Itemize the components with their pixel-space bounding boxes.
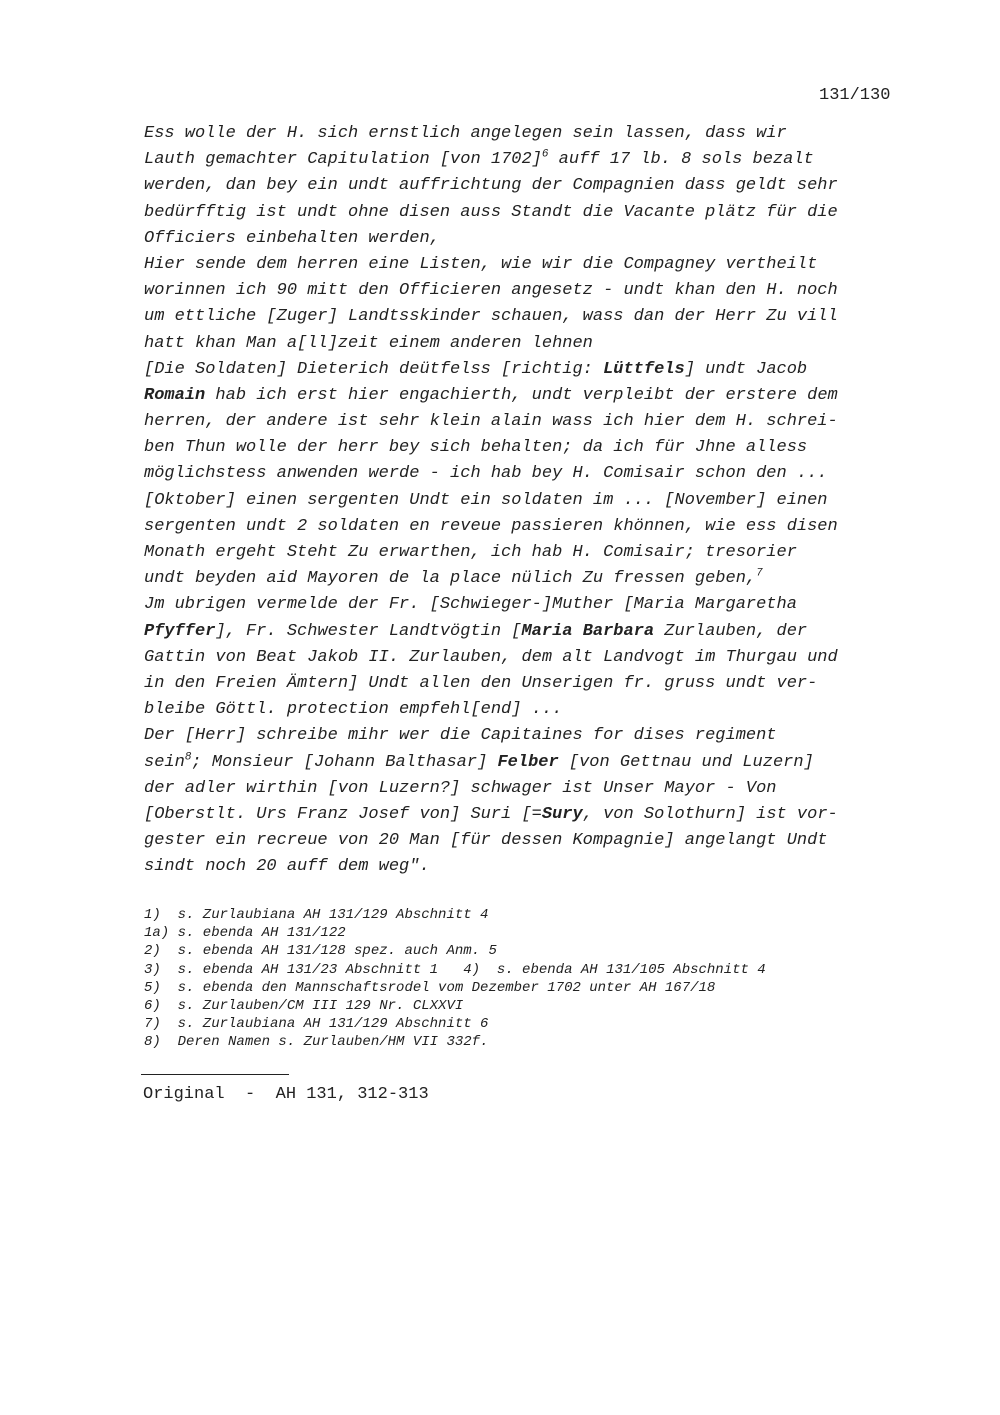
text-line: möglichstess anwenden werde - ich hab bey H. Comisair schon den ... [144,464,828,484]
footnote: 2) s. ebenda AH 131/128 spez. auch Anm. 5 [144,943,497,960]
text-line: ben Thun wolle der herr bey sich behalten; da ich für Jhne alless [144,438,808,458]
text-line: [Die Soldaten] Dieterich deütfelss [richtig: Lüttfels] undt Jacob [144,359,808,379]
name-emphasis: Romain [144,385,206,405]
text-line: sergenten undt 2 soldaten en reveue passieren khönnen, wie ess disen [144,516,838,536]
footnote: 3) s. ebenda AH 131/23 Abschnitt 1 4) s. ebenda AH 131/105 Abschnitt 4 [144,961,766,978]
text-line: Gattin von Beat Jakob II. Zurlauben, dem alt Landvogt im Thurgau und [144,647,838,667]
text-line: gester ein recreue von 20 Man [für dessen Kompagnie] angelangt Undt [144,831,828,851]
text-line: undt beyden aid Mayoren de la place nülich Zu fressen geben,$^7$ [144,567,763,589]
text-line: [Oberstlt. Urs Franz Josef von] Suri [=Sury, von Solothurn] ist vor- [144,804,838,824]
text-line: Monath ergeht Steht Zu erwarthen, ich hab H. Comisair; tresorier [144,543,797,562]
name-emphasis: Maria Barbara [521,621,655,641]
name-emphasis: Felber [497,752,559,772]
text-line: Jm ubrigen vermelde der Fr. [Schwieger-]Muther [Maria Margaretha [144,595,797,615]
text-line: Romain hab ich erst hier engachierth, undt verpleibt der erstere dem [144,385,838,405]
source-reference: Original - AH 131, 312-313 [143,1085,429,1104]
footnote: 6) s. Zurlauben/CM III 129 Nr. CLXXVI [144,997,464,1014]
footnote: 7) s. Zurlaubiana AH 131/129 Abschnitt 6 [144,1016,489,1033]
footnote: 5) s. ebenda den Mannschaftsrodel vom Dezember 1702 unter AH 167/18 [144,979,716,996]
name-emphasis: Lüttfels [603,359,685,379]
text-line: Officiers einbehalten werden, [144,228,440,248]
text-line: Lauth gemachter Capitulation [von 1702]$^6$ auff 17 lb. 8 sols bezalt [144,148,814,170]
footnote: 1a) s. ebenda AH 131/122 [144,925,346,942]
text-line: der adler wirthin [von Luzern?] schwager ist Unser Mayor - Von [144,778,777,798]
text-line: um ettliche [Zuger] Landtsskinder schauen, wass dan der Herr Zu vill [144,307,838,327]
text-line: bleibe Göttl. protection empfehl[end] ... [144,700,563,720]
footnote: 8) Deren Namen s. Zurlauben/HM VII 332f. [144,1034,489,1051]
footnote-ref: 7 [756,567,763,580]
text-line: sindt noch 20 auff dem weg". [144,857,430,877]
page-number: 131/130 [819,86,891,105]
text-line: Ess wolle der H. sich ernstlich angelegen sein lassen, dass wir [144,124,787,143]
text-line: in den Freien Ämtern] Undt allen den Unserigen fr. gruss undt ver- [144,673,818,693]
text-line: werden, dan bey ein undt auffrichtung der Compagnien dass geldt sehr [144,176,838,196]
letter-text [144,121,914,880]
footnote-ref: 8 [184,750,192,763]
footnote: 1) s. Zurlaubiana AH 131/129 Abschnitt 4 [144,907,489,923]
name-emphasis: Pfyffer [144,621,216,641]
divider [141,1074,289,1075]
text-line: [Oktober] einen sergenten Undt ein soldaten im ... [November] einen [144,490,828,510]
text-line: Der [Herr] schreibe mihr wer die Capitaines for dises regiment [144,726,777,746]
text-line: Hier sende dem herren eine Listen, wie wir die Compagney vertheilt [144,254,818,274]
text-line: herren, der andere ist sehr klein alain wass ich hier dem H. schrei- [144,412,838,432]
text-line: Pfyffer], Fr. Schwester Landtvögtin [Maria Barbara Zurlauben, der [144,621,808,641]
text-line: hatt khan Man a[ll]zeit einem anderen lehnen [144,333,593,353]
text-line: sein$^8$; Monsieur [Johann Balthasar] Felber [von Gettnau und Luzern] [144,750,814,772]
name-emphasis: Sury [541,804,583,824]
text-line: bedürfftig ist undt ohne disen auss Standt die Vacante plätz für die [144,202,838,222]
footnote-ref: 6 [541,148,549,161]
footnotes [144,906,766,1052]
text-line: worinnen ich 90 mitt den Officieren angesetz - undt khan den H. noch [144,281,838,301]
